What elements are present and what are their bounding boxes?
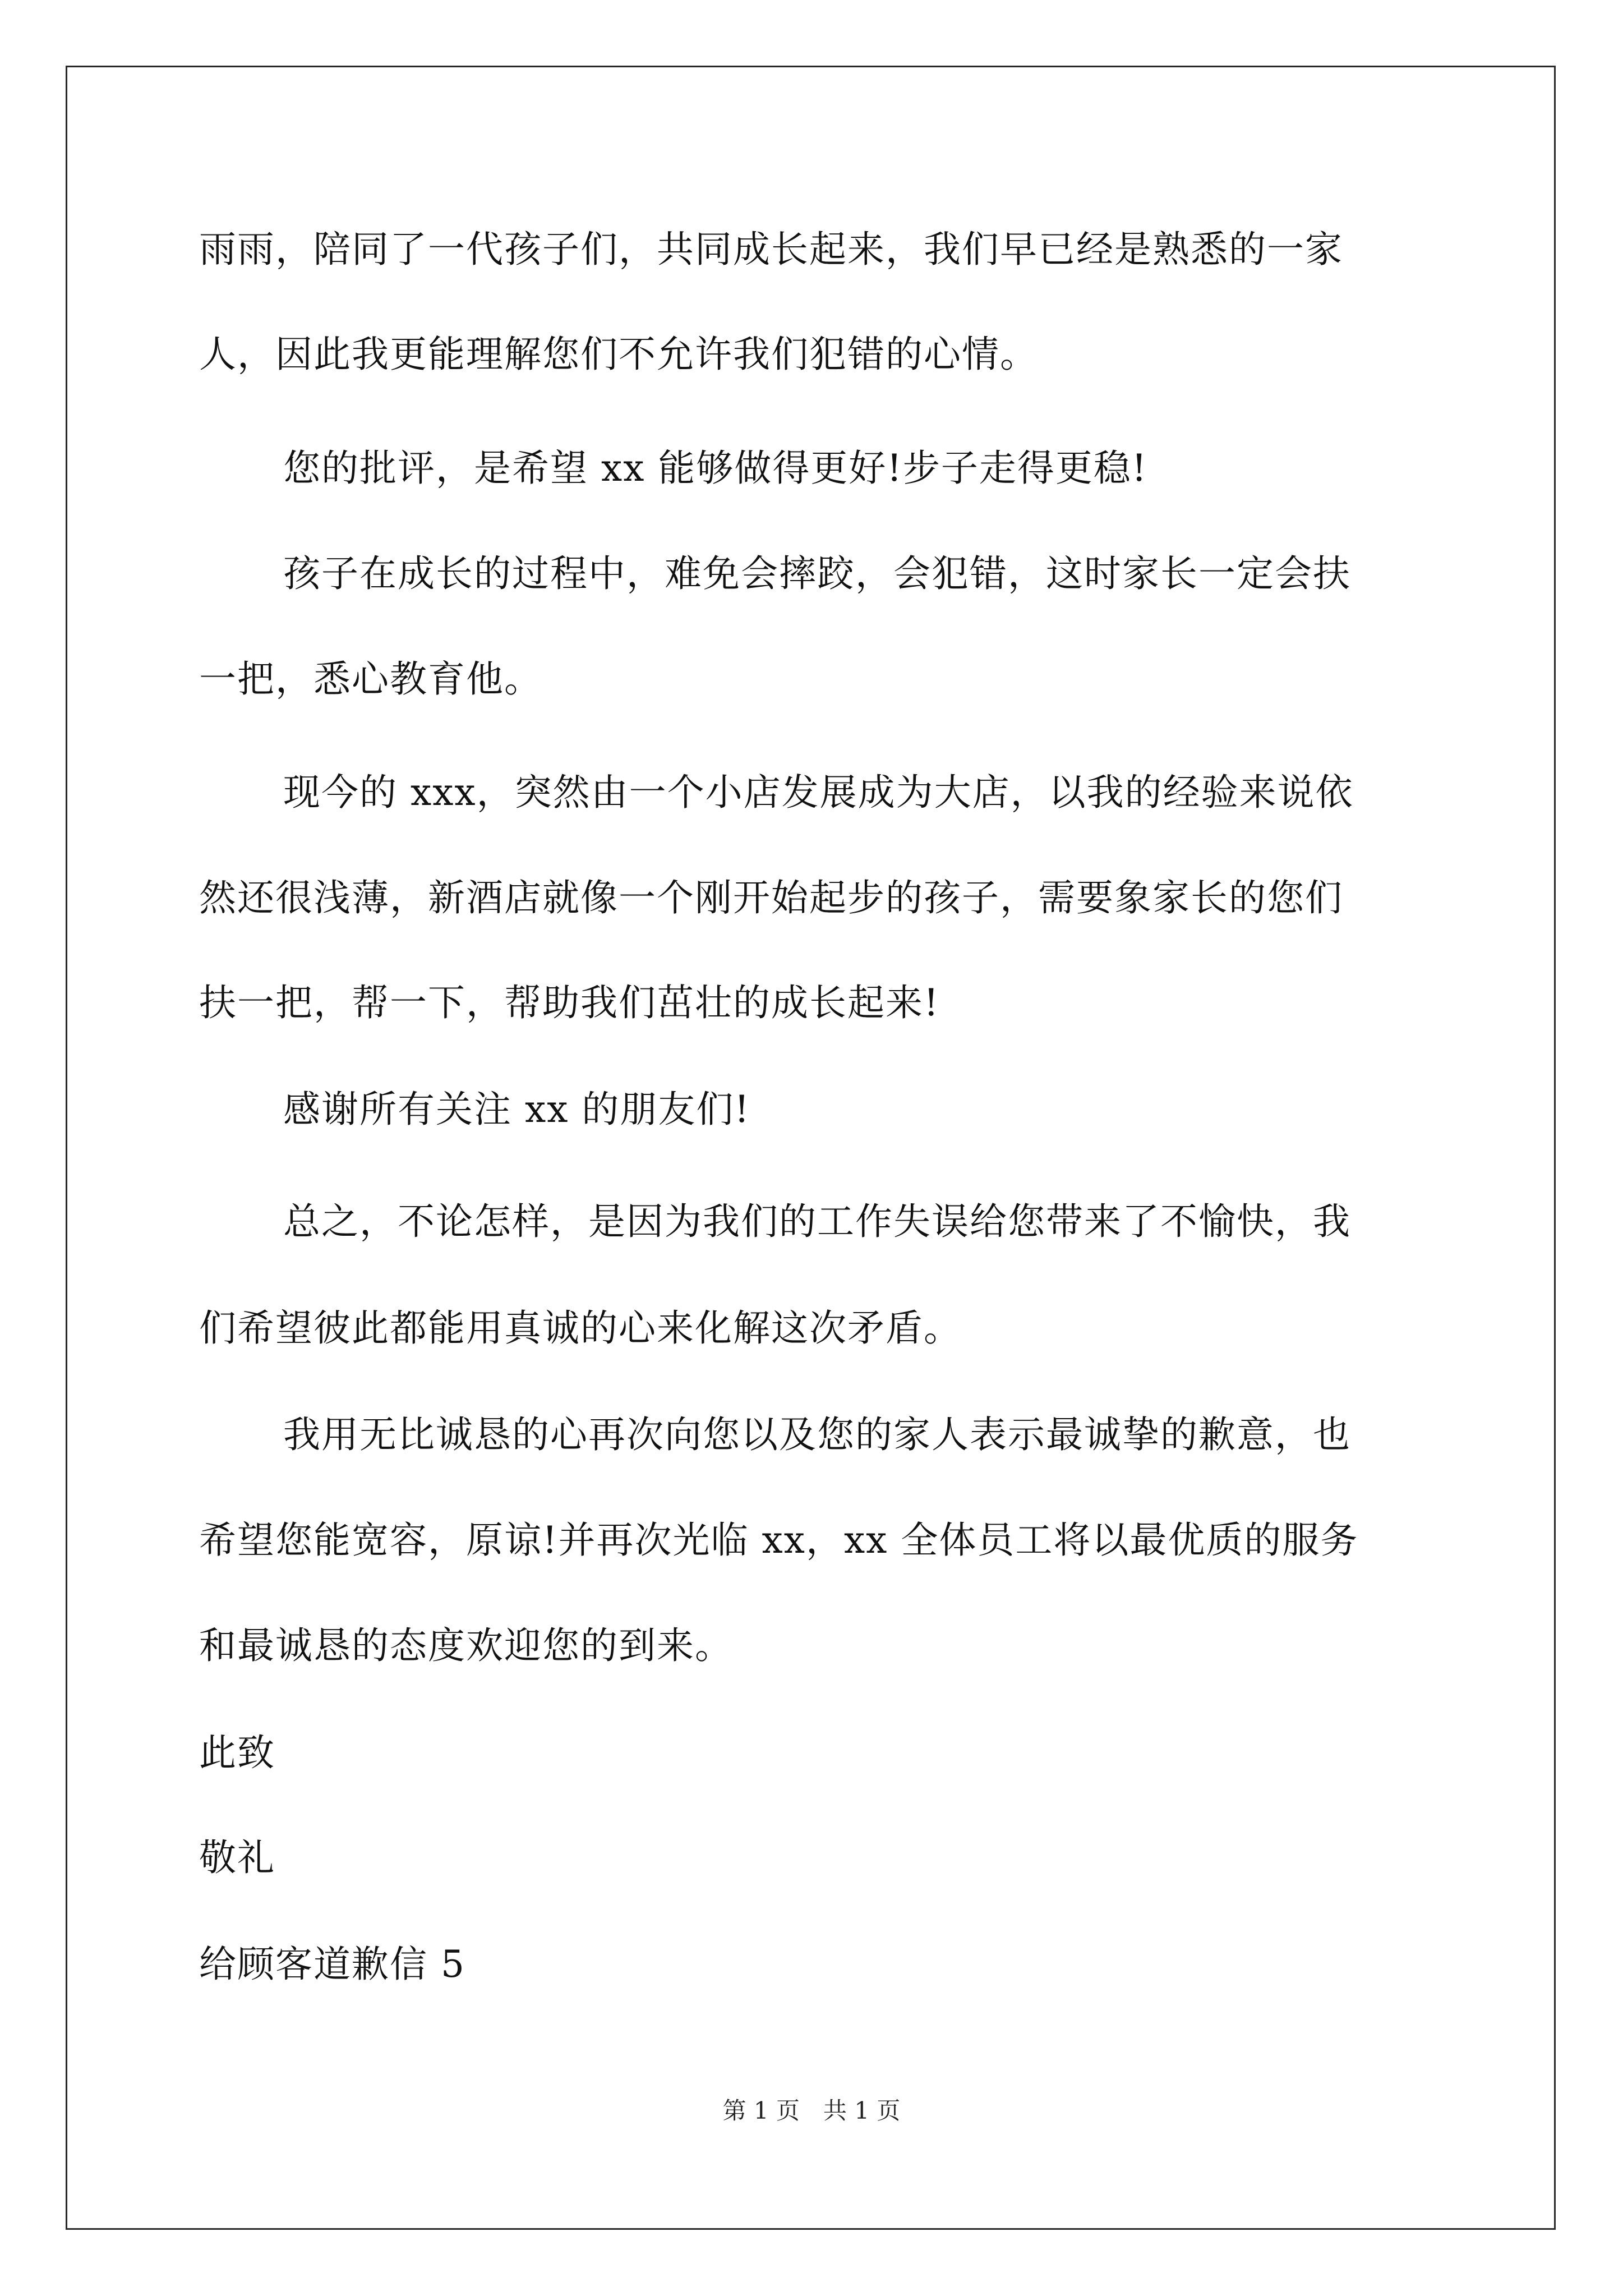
closing-line: 此致 xyxy=(199,1731,275,1774)
body-line: 您的批评，是希望 xx 能够做得更好!步子走得更稳! xyxy=(283,447,1148,490)
body-line: 感谢所有关注 xx 的朋友们! xyxy=(283,1088,750,1131)
body-line: 现今的 xxx，突然由一个小店发展成为大店，以我的经验来说依 xyxy=(283,771,1354,814)
body-line: 希望您能宽容，原谅!并再次光临 xx，xx 全体员工将以最优质的服务 xyxy=(199,1519,1359,1562)
body-line: 一把，悉心教育他。 xyxy=(199,657,542,701)
body-line: 和最诚恳的态度欢迎您的到来。 xyxy=(199,1624,733,1667)
page-border xyxy=(66,66,1556,2230)
body-line: 然还很浅薄，新酒店就像一个刚开始起步的孩子，需要象家长的您们 xyxy=(199,876,1343,919)
body-line: 雨雨，陪同了一代孩子们，共同成长起来，我们早已经是熟悉的一家 xyxy=(199,228,1343,271)
closing-line: 敬礼 xyxy=(199,1836,275,1879)
body-line: 人，因此我更能理解您们不允许我们犯错的心情。 xyxy=(199,333,1038,376)
body-line: 我用无比诚恳的心再次向您以及您的家人表示最诚挚的歉意，也 xyxy=(283,1413,1351,1456)
body-line: 孩子在成长的过程中，难免会摔跤，会犯错，这时家长一定会扶 xyxy=(283,552,1351,595)
body-line: 们希望彼此都能用真诚的心来化解这次矛盾。 xyxy=(199,1306,962,1350)
section-heading: 给顾客道歉信 5 xyxy=(199,1943,465,1986)
body-line: 扶一把，帮一下，帮助我们茁壮的成长起来! xyxy=(199,981,940,1024)
body-line: 总之，不论怎样，是因为我们的工作失误给您带来了不愉快，我 xyxy=(283,1200,1351,1243)
page-footer: 第 1 页 共 1 页 xyxy=(722,2097,901,2124)
